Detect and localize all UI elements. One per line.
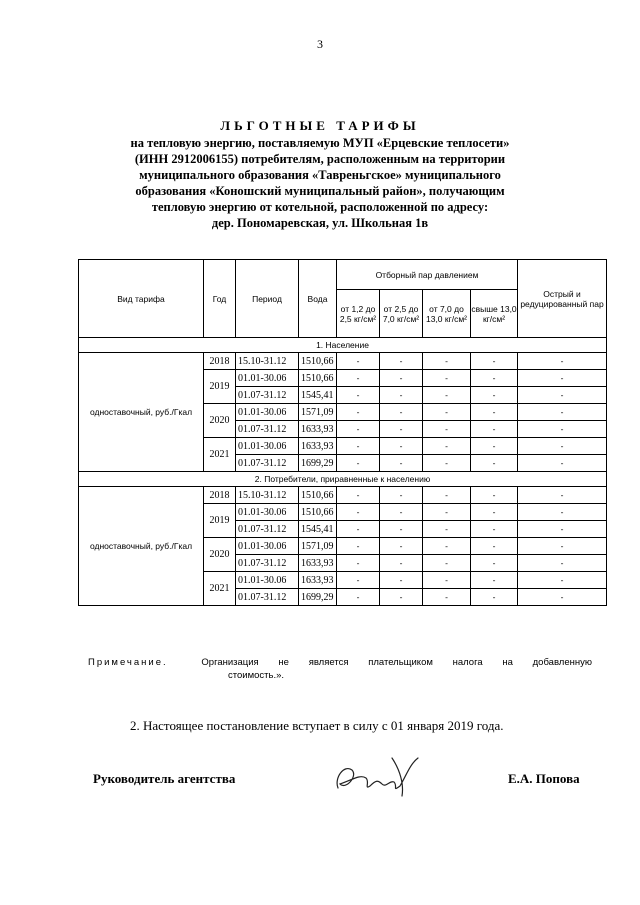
empty-value-cell: - [337,538,380,555]
water-tariff-cell: 1510,66 [299,353,337,370]
subtitle-line: на тепловую энергию, поставляемую МУП «Ерцевские теплосети» [130,136,510,150]
empty-value-cell: - [518,589,607,606]
empty-value-cell: - [337,455,380,472]
empty-value-cell: - [380,438,423,455]
empty-value-cell: - [380,370,423,387]
empty-value-cell: - [337,404,380,421]
empty-value-cell: - [337,504,380,521]
period-cell: 01.07-31.12 [236,521,299,538]
empty-value-cell: - [471,538,518,555]
empty-value-cell: - [518,487,607,504]
empty-value-cell: - [380,404,423,421]
water-tariff-cell: 1633,93 [299,555,337,572]
empty-value-cell: - [380,487,423,504]
empty-value-cell: - [380,521,423,538]
section-title: 2. Потребители, приравненные к населению [79,472,607,487]
subtitle-line: муниципального образования «Тавреньгское» муниципального [139,168,501,182]
empty-value-cell: - [423,504,471,521]
empty-value-cell: - [471,487,518,504]
water-tariff-cell: 1510,66 [299,370,337,387]
empty-value-cell: - [423,555,471,572]
year-cell: 2018 [204,487,236,504]
empty-value-cell: - [380,589,423,606]
empty-value-cell: - [518,504,607,521]
empty-value-cell: - [337,438,380,455]
empty-value-cell: - [380,421,423,438]
subtitle-line: тепловую энергию от котельной, расположенной по адресу: [151,200,489,214]
section-title: 1. Население [79,338,607,353]
header-steam-sub: от 1,2 до 2,5 кг/см² [337,290,380,338]
empty-value-cell: - [518,572,607,589]
empty-value-cell: - [380,353,423,370]
document-subtitle [100,135,540,231]
empty-value-cell: - [518,421,607,438]
empty-value-cell: - [423,487,471,504]
water-tariff-cell: 1699,29 [299,455,337,472]
water-tariff-cell: 1545,41 [299,521,337,538]
signatory-position: Руководитель агентства [93,771,236,786]
year-cell: 2020 [204,538,236,572]
empty-value-cell: - [471,438,518,455]
period-cell: 01.01-30.06 [236,438,299,455]
year-cell: 2021 [204,572,236,606]
water-tariff-cell: 1633,93 [299,572,337,589]
water-tariff-cell: 1545,41 [299,387,337,404]
empty-value-cell: - [337,370,380,387]
note-label: Примечание. [88,657,168,668]
empty-value-cell: - [471,353,518,370]
empty-value-cell: - [380,387,423,404]
header-sharp-steam: Острый и редуцированный пар [518,260,607,338]
empty-value-cell: - [380,538,423,555]
empty-value-cell: - [423,538,471,555]
empty-value-cell: - [471,589,518,606]
header-steam-sub: от 7,0 до 13,0 кг/см² [423,290,471,338]
header-period: Период [236,260,299,338]
empty-value-cell: - [423,387,471,404]
header-steam-sub: свыше 13,0 кг/см² [471,290,518,338]
empty-value-cell: - [471,572,518,589]
empty-value-cell: - [423,370,471,387]
period-cell: 15.10-31.12 [236,487,299,504]
water-tariff-cell: 1571,09 [299,404,337,421]
period-cell: 01.07-31.12 [236,387,299,404]
table-row [79,487,607,504]
period-cell: 01.01-30.06 [236,404,299,421]
empty-value-cell: - [471,370,518,387]
empty-value-cell: - [471,455,518,472]
page-number: 3 [317,37,323,51]
year-cell: 2019 [204,504,236,538]
section-row [79,472,607,487]
tariff-type-cell: одноставочный, руб./Гкал [79,353,204,472]
period-cell: 01.07-31.12 [236,589,299,606]
water-tariff-cell: 1510,66 [299,487,337,504]
empty-value-cell: - [337,589,380,606]
empty-value-cell: - [337,421,380,438]
tariff-type-cell: одноставочный, руб./Гкал [79,487,204,606]
period-cell: 01.07-31.12 [236,455,299,472]
water-tariff-cell: 1571,09 [299,538,337,555]
header-steam-sub: от 2,5 до 7,0 кг/см² [380,290,423,338]
empty-value-cell: - [380,572,423,589]
empty-value-cell: - [471,421,518,438]
period-cell: 01.01-30.06 [236,538,299,555]
empty-value-cell: - [380,555,423,572]
empty-value-cell: - [423,421,471,438]
empty-value-cell: - [337,555,380,572]
empty-value-cell: - [380,504,423,521]
empty-value-cell: - [471,504,518,521]
water-tariff-cell: 1633,93 [299,421,337,438]
year-cell: 2020 [204,404,236,438]
empty-value-cell: - [471,521,518,538]
empty-value-cell: - [423,438,471,455]
note [88,655,592,670]
period-cell: 01.01-30.06 [236,572,299,589]
header-steam: Отборный пар давлением [337,260,518,290]
period-cell: 01.01-30.06 [236,504,299,521]
empty-value-cell: - [518,455,607,472]
empty-value-cell: - [337,353,380,370]
signatory-name: Е.А. Попова [508,771,580,786]
empty-value-cell: - [471,404,518,421]
subtitle-line: образования «Коношский муниципальный район», получающим [135,184,505,198]
note-text: Организация не является плательщиком налога на добавленную [201,657,592,668]
empty-value-cell: - [423,353,471,370]
empty-value-cell: - [337,387,380,404]
period-cell: 01.01-30.06 [236,370,299,387]
empty-value-cell: - [471,387,518,404]
empty-value-cell: - [423,572,471,589]
empty-value-cell: - [518,521,607,538]
empty-value-cell: - [518,438,607,455]
empty-value-cell: - [471,555,518,572]
empty-value-cell: - [518,404,607,421]
subtitle-line: дер. Пономаревская, ул. Школьная 1в [211,216,429,230]
handwritten-signature [330,750,425,800]
empty-value-cell: - [423,455,471,472]
empty-value-cell: - [423,589,471,606]
header-tariff-type: Вид тарифа [79,260,204,338]
water-tariff-cell: 1633,93 [299,438,337,455]
empty-value-cell: - [518,353,607,370]
decree-text: 2. Настоящее постановление вступает в силу с 01 января 2019 года. [130,718,504,733]
empty-value-cell: - [380,455,423,472]
empty-value-cell: - [518,387,607,404]
empty-value-cell: - [337,572,380,589]
empty-value-cell: - [518,555,607,572]
period-cell: 01.07-31.12 [236,421,299,438]
empty-value-cell: - [518,538,607,555]
empty-value-cell: - [423,521,471,538]
tariff-table [78,259,607,606]
empty-value-cell: - [337,521,380,538]
period-cell: 15.10-31.12 [236,353,299,370]
year-cell: 2018 [204,353,236,370]
year-cell: 2019 [204,370,236,404]
empty-value-cell: - [337,487,380,504]
document-title: ЛЬГОТНЫЕ ТАРИФЫ [220,118,420,133]
subtitle-line: (ИНН 2912006155) потребителям, расположенным на территории [134,152,506,166]
table-row [79,353,607,370]
water-tariff-cell: 1699,29 [299,589,337,606]
header-year: Год [204,260,236,338]
section-row [79,338,607,353]
empty-value-cell: - [423,404,471,421]
period-cell: 01.07-31.12 [236,555,299,572]
year-cell: 2021 [204,438,236,472]
header-water: Вода [299,260,337,338]
water-tariff-cell: 1510,66 [299,504,337,521]
empty-value-cell: - [518,370,607,387]
note-text-cont: стоимость.». [228,670,285,681]
